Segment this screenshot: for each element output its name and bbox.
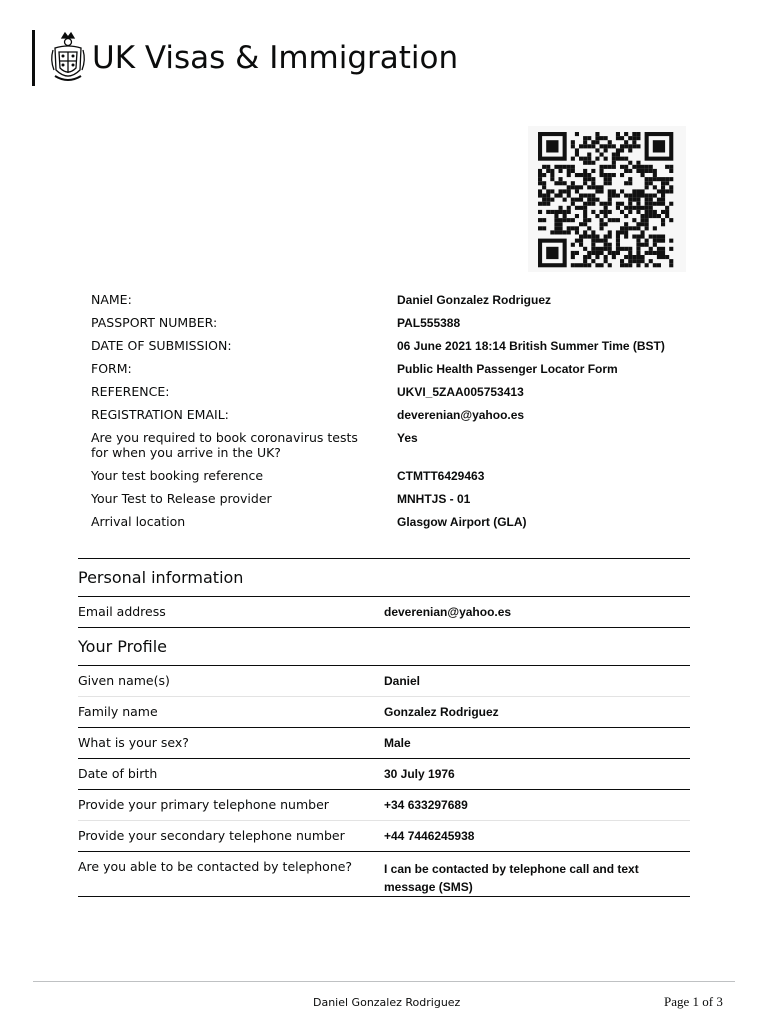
- detail-label: Provide your primary telephone number: [78, 797, 329, 812]
- summary-row: [91, 290, 711, 313]
- summary-label: PASSPORT NUMBER:: [91, 315, 218, 330]
- detail-label: Email address: [78, 604, 166, 619]
- detail-value: deverenian@yahoo.es: [384, 605, 512, 619]
- page-title: UK Visas & Immigration: [92, 40, 459, 76]
- detail-value: Gonzalez Rodriguez: [384, 705, 499, 719]
- section-divider: [78, 896, 690, 897]
- summary-row: [91, 336, 711, 359]
- summary-value: UKVI_5ZAA005753413: [397, 385, 524, 399]
- footer-divider: [33, 981, 735, 982]
- detail-label: Provide your secondary telephone number: [78, 828, 345, 843]
- detail-row: [78, 759, 690, 789]
- detail-value: +44 7446245938: [384, 829, 475, 843]
- summary-value: Public Health Passenger Locator Form: [397, 362, 618, 376]
- summary-value: Glasgow Airport (GLA): [397, 515, 527, 529]
- page-header: [32, 30, 632, 88]
- summary-label: FORM:: [91, 361, 132, 376]
- summary-label: DATE OF SUBMISSION:: [91, 338, 232, 353]
- qr-code-icon: [528, 126, 686, 272]
- summary-label: NAME:: [91, 292, 132, 307]
- detail-value: I can be contacted by telephone call and text message (SMS): [384, 862, 639, 894]
- detail-value: +34 633297689: [384, 798, 468, 812]
- detail-label: Are you able to be contacted by telephone?: [78, 859, 353, 874]
- detail-label: Given name(s): [78, 673, 170, 688]
- detail-row: [78, 852, 690, 896]
- summary-value: MNHTJS - 01: [397, 492, 471, 506]
- footer-name: Daniel Gonzalez Rodriguez: [313, 996, 461, 1009]
- detail-value: Male: [384, 736, 411, 750]
- summary-row: [91, 428, 711, 466]
- summary-row: [91, 512, 711, 535]
- header-rule: [32, 30, 35, 86]
- summary-row: [91, 382, 711, 405]
- summary-value: 06 June 2021 18:14 British Summer Time (BST): [397, 339, 665, 353]
- royal-coat-of-arms-icon: [49, 30, 87, 88]
- summary-row: [91, 359, 711, 382]
- summary-row: [91, 489, 711, 512]
- detail-value: 30 July 1976: [384, 767, 455, 781]
- summary-row: [91, 313, 711, 336]
- personal-information-heading: Personal information: [78, 568, 244, 587]
- summary-value: CTMTT6429463: [397, 469, 485, 483]
- submission-summary: [91, 290, 711, 535]
- your-profile-heading: Your Profile: [78, 637, 167, 656]
- summary-label: Arrival location: [91, 514, 186, 529]
- page-number: Page 1 of 3: [664, 994, 723, 1009]
- summary-row: [91, 466, 711, 489]
- detail-row: [78, 666, 690, 696]
- summary-value: deverenian@yahoo.es: [397, 408, 525, 422]
- detail-value: Daniel: [384, 674, 421, 688]
- detail-row: [78, 790, 690, 820]
- detail-label: What is your sex?: [78, 735, 189, 750]
- summary-value: Yes: [397, 431, 418, 445]
- detail-label: Family name: [78, 704, 158, 719]
- summary-value: PAL555388: [397, 316, 461, 330]
- summary-label: REGISTRATION EMAIL:: [91, 407, 229, 422]
- detail-row: [78, 728, 690, 758]
- summary-label: REFERENCE:: [91, 384, 170, 399]
- summary-value: Daniel Gonzalez Rodriguez: [397, 293, 552, 307]
- summary-label: Are you required to book coronavirus tests for when you arrive in the UK?: [91, 430, 358, 460]
- detail-row: [78, 597, 690, 627]
- detail-row: [78, 821, 690, 851]
- summary-label: Your test booking reference: [91, 468, 264, 483]
- form-details: [78, 558, 690, 897]
- summary-row: [91, 405, 711, 428]
- detail-row: [78, 697, 690, 727]
- summary-label: Your Test to Release provider: [91, 491, 272, 506]
- detail-label: Date of birth: [78, 766, 158, 781]
